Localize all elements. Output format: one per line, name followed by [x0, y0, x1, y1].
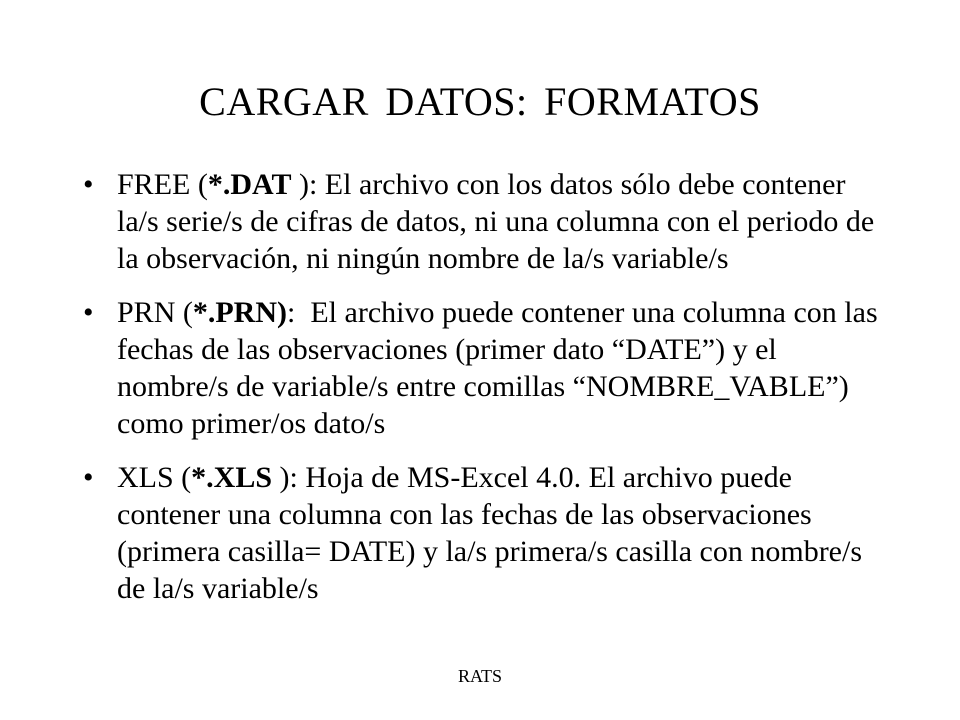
- bullet-free-format: [80, 166, 890, 277]
- format-description: El archivo puede contener una columna con las fechas de las observaciones (primer dato “DATE”) y el nombre/s de variable/s entre comillas “NOMBRE_VABLE”) como primer/os dato/s: [117, 296, 886, 440]
- format-description: El archivo con los datos sólo debe contener la/s serie/s de cifras de datos, ni una columna con el periodo de la observación, ni ningún nombre de la/s variable/s: [117, 168, 875, 275]
- bullet-dot-icon: •: [83, 168, 94, 201]
- bullet-dot-icon: •: [83, 296, 94, 329]
- slide-title: CARGAR DATOS: FORMATOS: [199, 79, 761, 124]
- format-separator: ):: [291, 168, 318, 201]
- format-extension: *.XLS: [191, 461, 273, 494]
- format-extension: *.DAT: [207, 168, 292, 201]
- format-separator: ):: [272, 461, 298, 494]
- format-name: FREE (: [117, 168, 208, 201]
- bullet-dot-icon: •: [83, 461, 94, 494]
- slide-footer: RATS: [457, 666, 502, 686]
- bullet-xls-format: [80, 459, 890, 607]
- bullet-prn-format: [80, 294, 890, 442]
- bullet-list: [80, 166, 890, 607]
- format-name: PRN (: [117, 296, 193, 329]
- format-description: Hoja de MS-Excel 4.0. El archivo puede contener una columna con las fechas de las observaciones (primera casilla= DATE) y la/s primera/s casilla con nombre/s de la/s variable/s: [117, 461, 863, 605]
- format-name: XLS (: [117, 461, 192, 494]
- format-extension: *.PRN): [192, 296, 288, 329]
- format-separator: :: [287, 296, 296, 329]
